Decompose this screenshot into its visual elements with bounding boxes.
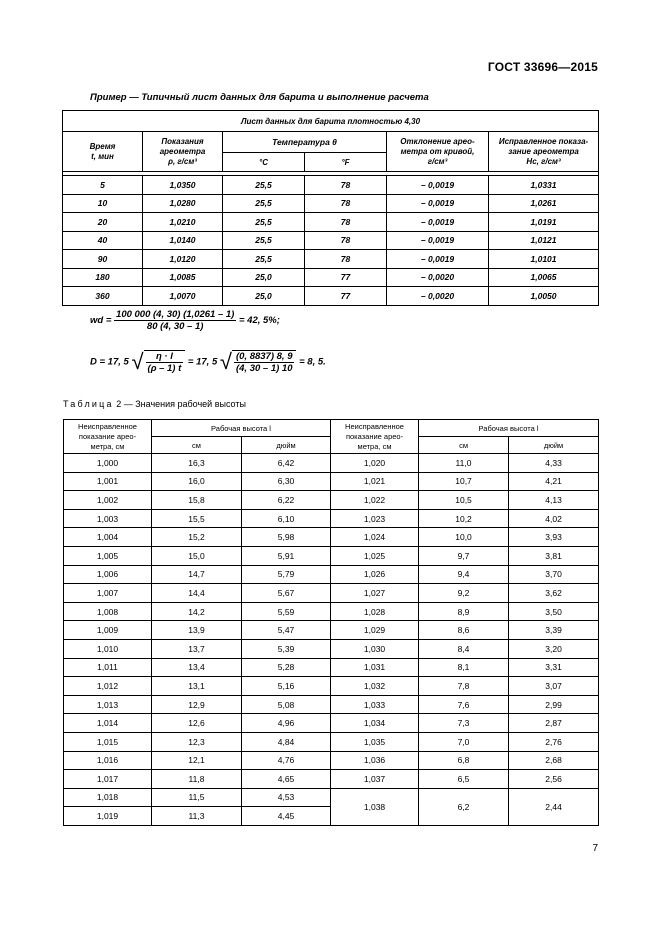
table-cell: 1,021: [331, 472, 419, 491]
table-cell: 2,99: [509, 695, 599, 714]
table-cell: 1,011: [64, 658, 152, 677]
table-cell: 2,44: [509, 788, 599, 825]
table-cell: 78: [305, 231, 387, 250]
table-cell: 11,8: [152, 770, 242, 789]
table-cell: 10,5: [419, 491, 509, 510]
table-cell: 360: [63, 287, 143, 306]
table-cell: 6,30: [242, 472, 331, 491]
table-cell: 7,6: [419, 695, 509, 714]
table-cell: 1,035: [331, 732, 419, 751]
table-cell: 1,012: [64, 677, 152, 696]
table-row: [63, 268, 599, 287]
table-cell: 25,5: [223, 194, 305, 213]
table-cell: 77: [305, 268, 387, 287]
table-cell: 8,6: [419, 621, 509, 640]
table2-caption-text: 2 — Значения рабочей высоты: [116, 399, 246, 409]
table-row: [64, 658, 599, 677]
table-cell: 2,87: [509, 714, 599, 733]
table-cell: 1,029: [331, 621, 419, 640]
table-cell: 78: [305, 194, 387, 213]
formula-d-num1: η · l: [146, 351, 184, 363]
table-cell: 1,031: [331, 658, 419, 677]
table-cell: 14,7: [152, 565, 242, 584]
formula-wd-lhs: wd =: [90, 315, 112, 327]
header-temperature: Температура θ: [223, 132, 387, 153]
table-cell: 1,0191: [489, 213, 599, 232]
header-cm-left: см: [152, 437, 242, 454]
formula-d-result: = 8, 5.: [299, 356, 326, 368]
table-cell: 1,0120: [143, 250, 223, 269]
table-cell: 11,0: [419, 454, 509, 473]
table-cell: 1,0070: [143, 287, 223, 306]
table-cell: 13,9: [152, 621, 242, 640]
table-cell: 1,013: [64, 695, 152, 714]
table-cell: 1,019: [64, 807, 152, 826]
table-cell: 5,47: [242, 621, 331, 640]
table-row: [64, 509, 599, 528]
table-cell: 25,5: [223, 250, 305, 269]
table-cell: 1,027: [331, 584, 419, 603]
table-cell: 25,5: [223, 231, 305, 250]
formula-wd: [90, 309, 280, 332]
table-cell: 6,5: [419, 770, 509, 789]
table-cell: 1,024: [331, 528, 419, 547]
table-cell: 1,005: [64, 546, 152, 565]
table-cell: 1,0210: [143, 213, 223, 232]
table-cell: 1,0101: [489, 250, 599, 269]
table-cell: 25,0: [223, 287, 305, 306]
table-cell: 1,036: [331, 751, 419, 770]
table-cell: 13,4: [152, 658, 242, 677]
table-cell: 5,28: [242, 658, 331, 677]
table-cell: 8,4: [419, 639, 509, 658]
table-row: [64, 695, 599, 714]
table-cell: 12,1: [152, 751, 242, 770]
table-cell: 4,84: [242, 732, 331, 751]
table-cell: 4,02: [509, 509, 599, 528]
table-row: [63, 250, 599, 269]
header-working-height-left: Рабочая высота l: [152, 420, 331, 437]
table-caption: Лист данных для барита плотностью 4,30: [63, 111, 599, 132]
table-cell: 16,0: [152, 472, 242, 491]
header-uncorrected-right: Неисправленное показание арео- метра, см: [331, 420, 419, 454]
table-cell: 1,002: [64, 491, 152, 510]
table-cell: 78: [305, 213, 387, 232]
table-cell: – 0,0019: [387, 231, 489, 250]
table-cell: 3,62: [509, 584, 599, 603]
sqrt-icon: √: [219, 349, 232, 374]
table-row: [64, 472, 599, 491]
table-cell: 11,3: [152, 807, 242, 826]
table-cell: 3,50: [509, 602, 599, 621]
table-cell: 6,10: [242, 509, 331, 528]
table-cell: 10,7: [419, 472, 509, 491]
table-cell: 1,025: [331, 546, 419, 565]
table-cell: 1,015: [64, 732, 152, 751]
formula-d-lhs: D = 17, 5: [90, 356, 129, 368]
header-cm-right: см: [419, 437, 509, 454]
table-cell: 90: [63, 250, 143, 269]
table-row: [64, 714, 599, 733]
table-cell: – 0,0019: [387, 213, 489, 232]
header-corrected: Исправленное показа- зание ареометра Hc, г/см³: [489, 132, 599, 172]
table-cell: 1,001: [64, 472, 152, 491]
table-cell: 1,009: [64, 621, 152, 640]
working-height-table: [63, 419, 599, 826]
table-cell: 9,7: [419, 546, 509, 565]
table-cell: 8,9: [419, 602, 509, 621]
table-cell: 1,0350: [143, 176, 223, 195]
table-cell: 4,33: [509, 454, 599, 473]
table-cell: 1,0050: [489, 287, 599, 306]
table-cell: 1,023: [331, 509, 419, 528]
table-row: [64, 565, 599, 584]
example-title: Пример — Типичный лист данных для барита и выполнение расчета: [90, 92, 429, 103]
table-cell: – 0,0020: [387, 268, 489, 287]
table-cell: 6,22: [242, 491, 331, 510]
table-row: [64, 770, 599, 789]
table-cell: 1,030: [331, 639, 419, 658]
table-cell: 15,8: [152, 491, 242, 510]
table-cell: 3,07: [509, 677, 599, 696]
table-cell: 6,2: [419, 788, 509, 825]
table-cell: 1,0331: [489, 176, 599, 195]
table-cell: 1,033: [331, 695, 419, 714]
table-cell: – 0,0019: [387, 250, 489, 269]
table-cell: 15,2: [152, 528, 242, 547]
table2-caption: [63, 399, 246, 409]
table-cell: 1,010: [64, 639, 152, 658]
sqrt-icon: √: [131, 349, 144, 374]
formula-wd-numerator: 100 000 (4, 30) (1,0261 – 1): [116, 309, 235, 320]
table-cell: 12,3: [152, 732, 242, 751]
table-cell: 3,93: [509, 528, 599, 547]
header-inch-right: дюйм: [509, 437, 599, 454]
table-row: [63, 287, 599, 306]
formula-d-den1: (ρ – 1) t: [147, 363, 182, 374]
table-cell: 1,004: [64, 528, 152, 547]
standard-number: ГОСТ 33696—2015: [487, 60, 598, 74]
table-cell: 2,56: [509, 770, 599, 789]
table-cell: 1,0121: [489, 231, 599, 250]
table-cell: 11,5: [152, 788, 242, 807]
table-cell: 78: [305, 176, 387, 195]
table-cell: 9,2: [419, 584, 509, 603]
table-cell: 5,39: [242, 639, 331, 658]
table-row: [64, 639, 599, 658]
formula-wd-fraction: [114, 309, 236, 332]
table-cell: 4,53: [242, 788, 331, 807]
table-cell: 1,017: [64, 770, 152, 789]
header-reading: Показания ареометра ρ, г/см³: [143, 132, 223, 172]
table-row: [63, 176, 599, 195]
table-cell: 25,5: [223, 176, 305, 195]
table-cell: 5,67: [242, 584, 331, 603]
table-cell: 6,8: [419, 751, 509, 770]
formula-d-radicand-2: [232, 350, 297, 374]
table-cell: 4,65: [242, 770, 331, 789]
header-deviation: Отклонение арео- метра от кривой, г/см³: [387, 132, 489, 172]
table-cell: – 0,0020: [387, 287, 489, 306]
formula-d-mid: = 17, 5: [187, 356, 218, 368]
table-cell: 1,028: [331, 602, 419, 621]
table-cell: 5: [63, 176, 143, 195]
table-cell: – 0,0019: [387, 176, 489, 195]
table-cell: 1,008: [64, 602, 152, 621]
header-time: Время t, мин: [63, 132, 143, 172]
table-cell: 15,5: [152, 509, 242, 528]
formula-d-radicand-1: [144, 350, 186, 374]
table-cell: 1,006: [64, 565, 152, 584]
table-cell: 5,08: [242, 695, 331, 714]
table-cell: 5,79: [242, 565, 331, 584]
table-cell: 3,81: [509, 546, 599, 565]
table-row: [64, 751, 599, 770]
header-uncorrected-left: Неисправленное показание арео- метра, см: [64, 420, 152, 454]
table-cell: 1,0065: [489, 268, 599, 287]
table-cell: 16,3: [152, 454, 242, 473]
header-working-height-right: Рабочая высота l: [419, 420, 599, 437]
table-cell: 5,98: [242, 528, 331, 547]
table-cell: 5,91: [242, 546, 331, 565]
table-cell: 2,68: [509, 751, 599, 770]
formula-d-num2: (0, 8837) 8, 9: [235, 351, 293, 362]
table-cell: 1,018: [64, 788, 152, 807]
table-cell: 2,76: [509, 732, 599, 751]
table-cell: 1,0261: [489, 194, 599, 213]
page-number: 7: [592, 843, 598, 854]
table-row: [64, 602, 599, 621]
table-cell: 6,42: [242, 454, 331, 473]
table-cell: 4,96: [242, 714, 331, 733]
table-cell: 4,76: [242, 751, 331, 770]
barite-data-sheet-table: [62, 110, 599, 306]
table-cell: 14,2: [152, 602, 242, 621]
table-cell: – 0,0019: [387, 194, 489, 213]
header-fahrenheit: °F: [305, 153, 387, 172]
table-cell: 3,31: [509, 658, 599, 677]
formula-d: [90, 349, 326, 375]
table-row: [63, 231, 599, 250]
table-cell: 4,45: [242, 807, 331, 826]
table-cell: 1,038: [331, 788, 419, 825]
table-row: [64, 732, 599, 751]
table-cell: 1,014: [64, 714, 152, 733]
header-celsius: °C: [223, 153, 305, 172]
formula-d-den2: (4, 30 – 1) 10: [235, 363, 293, 374]
table-cell: 8,1: [419, 658, 509, 677]
table-row: [64, 546, 599, 565]
table-cell: 40: [63, 231, 143, 250]
table-cell: 1,026: [331, 565, 419, 584]
table-cell: 15,0: [152, 546, 242, 565]
table-cell: 25,0: [223, 268, 305, 287]
table-cell: 3,70: [509, 565, 599, 584]
table-cell: 1,0085: [143, 268, 223, 287]
table-cell: 1,022: [331, 491, 419, 510]
table-cell: 13,1: [152, 677, 242, 696]
table2-caption-label: Таблица: [63, 399, 114, 409]
table-cell: 10,0: [419, 528, 509, 547]
table-cell: 10: [63, 194, 143, 213]
table-cell: 7,0: [419, 732, 509, 751]
table-row: [63, 194, 599, 213]
table-cell: 5,59: [242, 602, 331, 621]
table-row: [64, 788, 599, 807]
table-cell: 1,007: [64, 584, 152, 603]
table-cell: 1,020: [331, 454, 419, 473]
table-cell: 9,4: [419, 565, 509, 584]
table-cell: 1,003: [64, 509, 152, 528]
table-cell: 77: [305, 287, 387, 306]
table-cell: 14,4: [152, 584, 242, 603]
table-cell: 13,7: [152, 639, 242, 658]
table-cell: 1,000: [64, 454, 152, 473]
formula-wd-denominator: 80 (4, 30 – 1): [146, 321, 204, 332]
table-row: [64, 454, 599, 473]
table-cell: 1,037: [331, 770, 419, 789]
table-row: [64, 584, 599, 603]
table-row: [64, 528, 599, 547]
table-cell: 1,0140: [143, 231, 223, 250]
table-cell: 25,5: [223, 213, 305, 232]
table-cell: 3,20: [509, 639, 599, 658]
table-row: [64, 491, 599, 510]
header-inch-left: дюйм: [242, 437, 331, 454]
table-cell: 1,032: [331, 677, 419, 696]
table-cell: 7,3: [419, 714, 509, 733]
table-cell: 12,6: [152, 714, 242, 733]
table-row: [63, 213, 599, 232]
table-cell: 5,16: [242, 677, 331, 696]
table-cell: 1,0280: [143, 194, 223, 213]
formula-wd-result: = 42, 5%;: [238, 315, 280, 327]
table-cell: 1,034: [331, 714, 419, 733]
table-cell: 180: [63, 268, 143, 287]
table-cell: 4,21: [509, 472, 599, 491]
table-cell: 7,8: [419, 677, 509, 696]
table-cell: 12,9: [152, 695, 242, 714]
table-cell: 1,016: [64, 751, 152, 770]
table-cell: 20: [63, 213, 143, 232]
table-row: [64, 621, 599, 640]
table-cell: 10,2: [419, 509, 509, 528]
table-cell: 3,39: [509, 621, 599, 640]
table-cell: 4,13: [509, 491, 599, 510]
table-cell: 78: [305, 250, 387, 269]
table-row: [64, 677, 599, 696]
